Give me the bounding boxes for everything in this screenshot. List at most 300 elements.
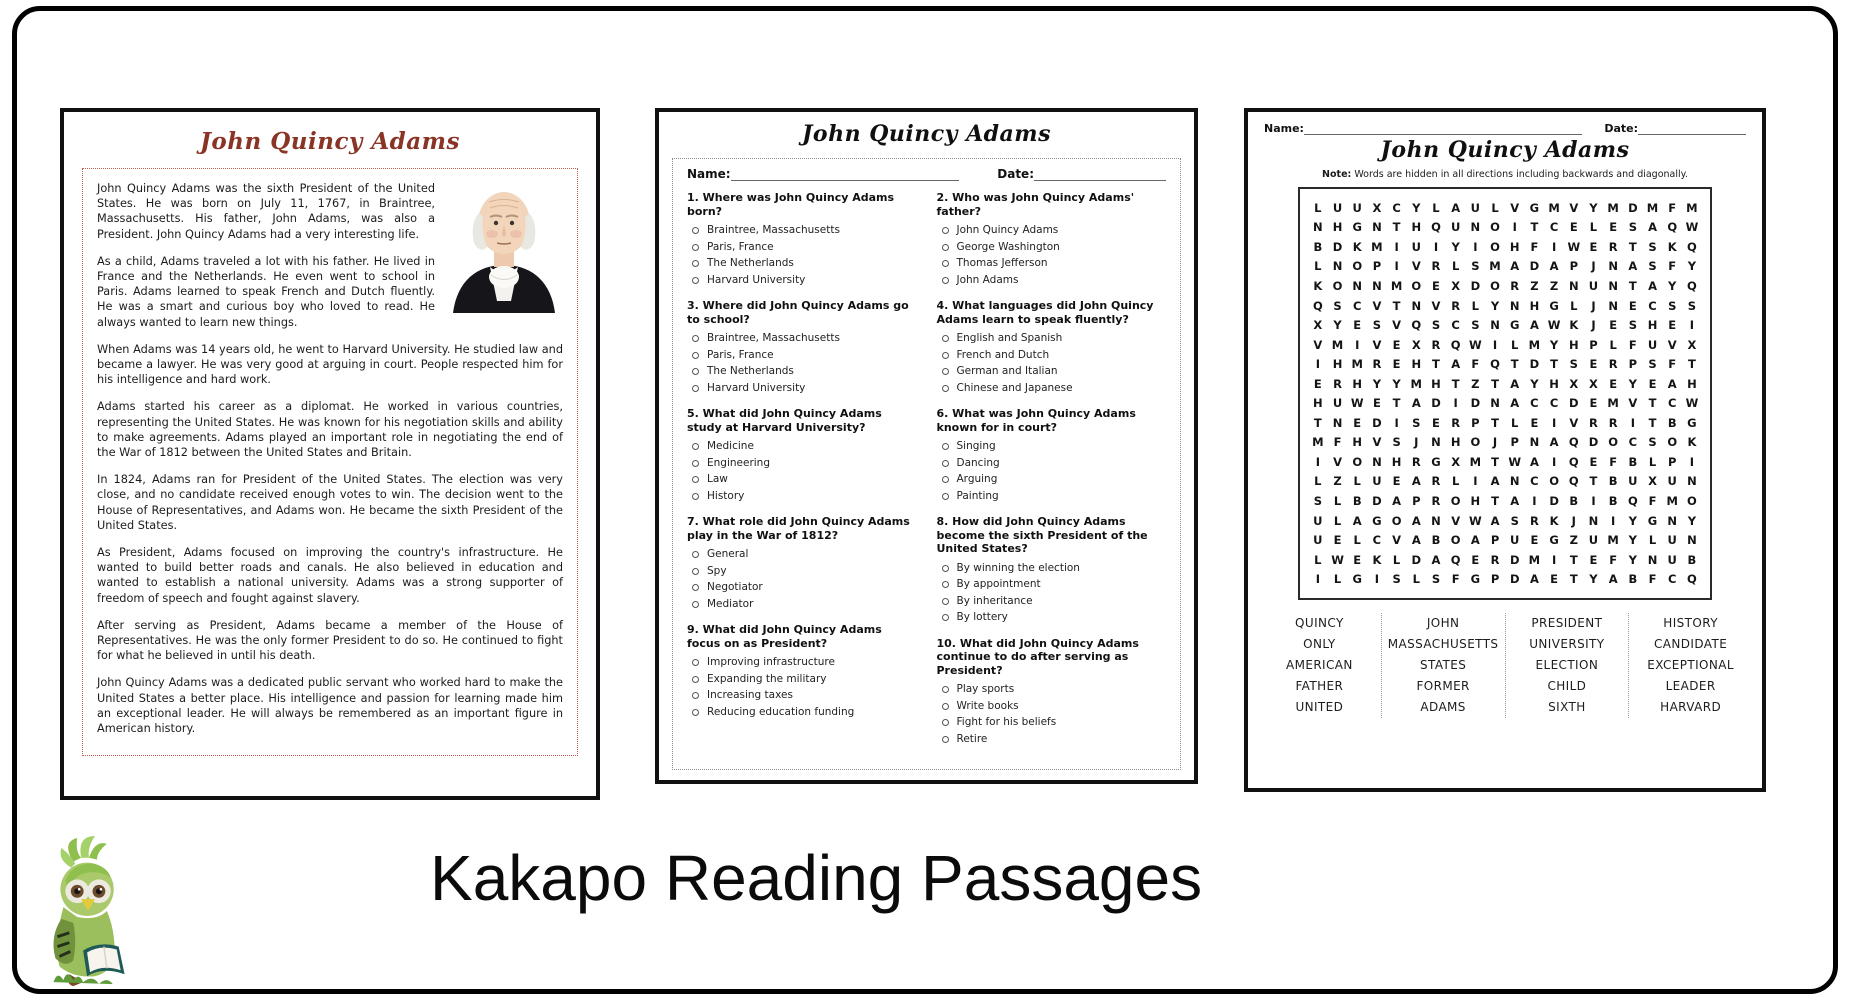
option-bullet-icon — [942, 598, 949, 605]
answer-option — [692, 491, 917, 503]
grid-letter: D — [1549, 493, 1559, 508]
grid-letter: G — [1509, 318, 1520, 333]
grid-letter: I — [1689, 318, 1695, 333]
grid-letter: Y — [1333, 318, 1342, 333]
grid-letter: L — [1314, 259, 1322, 274]
grid-letter: P — [1569, 259, 1578, 274]
grid-letter: M — [1548, 200, 1560, 215]
grid-letter: S — [1510, 513, 1519, 528]
grid-letter: D — [1411, 552, 1422, 567]
grid-letter: S — [1313, 493, 1322, 508]
grid-letter: T — [1550, 357, 1559, 372]
grid-letter: D — [1529, 357, 1540, 372]
grid-letter: S — [1471, 318, 1480, 333]
word-list — [1258, 613, 1752, 718]
grid-letter: C — [1530, 474, 1539, 489]
grid-letter: N — [1490, 396, 1500, 411]
grid-letter: H — [1509, 239, 1520, 254]
answer-option — [942, 242, 1167, 254]
answer-option — [692, 441, 917, 453]
answer-option — [692, 674, 917, 686]
date-field — [1604, 122, 1746, 135]
grid-letter: J — [1591, 298, 1596, 313]
grid-letter: L — [1333, 493, 1342, 508]
grid-letter: A — [1510, 396, 1520, 411]
grid-letter: I — [1374, 572, 1380, 587]
grid-letter: O — [1391, 513, 1402, 528]
grid-letter: U — [1667, 533, 1677, 548]
grid-letter: A — [1529, 454, 1539, 469]
answer-option — [692, 690, 917, 702]
grid-letter: C — [1372, 533, 1382, 548]
grid-letter: J — [1591, 318, 1596, 333]
grid-letter: M — [1666, 493, 1678, 508]
option-bullet-icon — [692, 676, 699, 683]
name-blank-line — [1304, 122, 1582, 135]
option-bullet-icon — [692, 335, 699, 342]
grid-letter: Q — [1687, 278, 1697, 293]
option-bullet-icon — [942, 443, 949, 450]
grid-letter: L — [1353, 533, 1361, 548]
grid-letter: Q — [1450, 552, 1461, 567]
answer-option — [692, 549, 917, 561]
grid-letter: Q — [1490, 357, 1500, 372]
grid-letter: R — [1333, 376, 1342, 391]
grid-letter: O — [1549, 474, 1559, 489]
grid-letter: U — [1332, 200, 1343, 215]
grid-letter: S — [1569, 357, 1578, 372]
option-bullet-icon — [692, 260, 699, 267]
grid-letter: N — [1687, 474, 1697, 489]
option-text: Singing — [956, 440, 996, 452]
grid-letter: S — [1372, 318, 1382, 333]
questions-page-title: John Quincy Adams — [802, 121, 1051, 147]
grid-letter: A — [1529, 572, 1539, 587]
grid-letter: A — [1431, 552, 1441, 567]
grid-letter: E — [1589, 239, 1598, 254]
grid-letter: I — [1591, 493, 1596, 508]
grid-letter: U — [1411, 239, 1421, 254]
grid-letter: V — [1392, 533, 1402, 548]
grid-letter: V — [1510, 200, 1520, 215]
grid-letter: D — [1332, 239, 1343, 254]
grid-letter: H — [1313, 396, 1323, 411]
option-text: Improving infrastructure — [707, 656, 835, 668]
answer-option — [942, 717, 1167, 729]
word-list-item: HARVARD — [1660, 699, 1722, 714]
name-label: Name: — [1264, 122, 1304, 135]
passage-paragraph: As President, Adams focused on improving the country's infrastructure. He wanted to build better roads and canals. He also believed in education and wanted to establish a national university. Adams was a strong supporter of freedom of speech and fought against slavery. — [97, 546, 563, 605]
grid-letter: P — [1490, 572, 1500, 587]
answer-option — [942, 441, 1167, 453]
grid-letter: B — [1667, 415, 1677, 430]
word-list-item: FATHER — [1295, 678, 1344, 693]
grid-letter: H — [1568, 337, 1579, 352]
grid-letter: R — [1431, 337, 1441, 352]
grid-letter: S — [1471, 259, 1480, 274]
grid-letter: B — [1608, 474, 1618, 489]
grid-letter: L — [1589, 220, 1598, 235]
grid-letter: C — [1549, 396, 1559, 411]
option-bullet-icon — [942, 493, 949, 500]
grid-letter: F — [1471, 357, 1480, 372]
grid-letter: I — [1473, 474, 1478, 489]
grid-letter: T — [1451, 376, 1460, 391]
grid-letter: Y — [1668, 278, 1677, 293]
question-block — [937, 637, 1167, 746]
grid-letter: F — [1648, 572, 1657, 587]
grid-letter: L — [1451, 259, 1460, 274]
grid-letter: I — [1630, 415, 1635, 430]
word-list-item: AMERICAN — [1285, 657, 1353, 672]
word-search-grid — [1308, 198, 1702, 589]
answer-option — [942, 333, 1167, 345]
grid-letter: H — [1332, 220, 1343, 235]
grid-letter: A — [1411, 396, 1421, 411]
option-text: English and Spanish — [956, 332, 1063, 344]
option-bullet-icon — [692, 551, 699, 558]
grid-letter: H — [1431, 376, 1441, 391]
grid-letter: I — [1355, 337, 1360, 352]
grid-letter: J — [1571, 513, 1576, 528]
option-bullet-icon — [692, 227, 699, 234]
reading-passage-page — [60, 108, 600, 800]
option-text: Painting — [956, 489, 999, 502]
grid-letter: S — [1648, 435, 1657, 450]
grid-letter: Y — [1490, 298, 1500, 313]
grid-letter: F — [1668, 259, 1677, 274]
grid-letter: N — [1352, 278, 1363, 293]
grid-letter: M — [1410, 376, 1422, 391]
option-text: Write books — [956, 699, 1019, 712]
option-text: The Netherlands — [707, 365, 794, 377]
grid-letter: O — [1352, 259, 1363, 274]
answer-option — [692, 350, 917, 362]
grid-letter: E — [1609, 376, 1618, 391]
grid-letter: V — [1372, 298, 1382, 313]
grid-letter: B — [1569, 493, 1579, 508]
option-bullet-icon — [942, 277, 949, 284]
grid-letter: L — [1314, 200, 1322, 215]
grid-letter: W — [1567, 239, 1581, 254]
grid-letter: T — [1648, 415, 1657, 430]
grid-letter: D — [1372, 493, 1382, 508]
grid-letter: N — [1411, 298, 1422, 313]
grid-letter: L — [1314, 552, 1322, 567]
grid-letter: B — [1687, 552, 1697, 567]
option-text: Thomas Jefferson — [956, 257, 1048, 269]
answer-option — [942, 383, 1167, 395]
grid-letter: Y — [1372, 376, 1382, 391]
grid-letter: O — [1490, 239, 1500, 254]
answer-option — [692, 566, 917, 578]
grid-letter: Y — [1628, 533, 1637, 548]
grid-letter: Y — [1687, 513, 1697, 528]
option-bullet-icon — [942, 385, 949, 392]
grid-letter: Q — [1568, 454, 1579, 469]
question-block — [687, 515, 917, 610]
grid-letter: N — [1667, 513, 1678, 528]
grid-letter: L — [1511, 415, 1519, 430]
grid-letter: E — [1353, 318, 1362, 333]
option-bullet-icon — [692, 692, 699, 699]
grid-letter: M — [1489, 259, 1501, 274]
grid-letter: L — [1648, 454, 1657, 469]
name-label: Name: — [687, 167, 731, 181]
grid-letter: Z — [1549, 278, 1559, 293]
question-text: 2. Who was John Quincy Adams' father? — [936, 191, 1135, 218]
word-search-page — [1244, 108, 1766, 792]
question-block — [937, 191, 1167, 286]
option-text: Paris, France — [707, 348, 774, 361]
grid-letter: K — [1549, 513, 1559, 528]
option-bullet-icon — [692, 584, 699, 591]
grid-letter: G — [1647, 513, 1658, 528]
grid-letter: F — [1530, 239, 1539, 254]
grid-letter: U — [1628, 474, 1638, 489]
grid-letter: A — [1510, 259, 1520, 274]
option-bullet-icon — [692, 709, 699, 716]
grid-letter: L — [1451, 474, 1460, 489]
option-text: Play sports — [956, 683, 1015, 695]
option-bullet-icon — [942, 227, 949, 234]
grid-letter: N — [1372, 454, 1382, 469]
option-bullet-icon — [692, 568, 699, 575]
grid-letter: U — [1352, 200, 1362, 215]
grid-letter: Z — [1569, 533, 1578, 548]
grid-letter: A — [1411, 533, 1421, 548]
grid-letter: H — [1352, 435, 1363, 450]
grid-letter: Q — [1312, 298, 1323, 313]
grid-letter: E — [1333, 533, 1342, 548]
grid-letter: T — [1313, 415, 1322, 430]
grid-letter: C — [1530, 396, 1539, 411]
grid-letter: H — [1529, 298, 1540, 313]
word-list-item: CANDIDATE — [1654, 636, 1728, 651]
option-text: Arguing — [956, 473, 998, 485]
grid-letter: X — [1687, 337, 1697, 352]
grid-letter: C — [1451, 318, 1460, 333]
grid-letter: E — [1609, 220, 1618, 235]
grid-letter: U — [1588, 278, 1599, 293]
grid-letter: N — [1588, 513, 1599, 528]
grid-letter: I — [1394, 239, 1399, 254]
question-text: 3. Where did John Quincy Adams go to school? — [687, 299, 909, 326]
option-text: Dancing — [956, 456, 1000, 469]
grid-letter: G — [1687, 415, 1697, 430]
grid-letter: W — [1331, 552, 1344, 567]
grid-letter: V — [1667, 337, 1677, 352]
grid-letter: S — [1392, 572, 1401, 587]
grid-letter: A — [1628, 259, 1638, 274]
grid-letter: L — [1511, 337, 1519, 352]
grid-letter: D — [1470, 278, 1481, 293]
grid-letter: A — [1510, 493, 1520, 508]
grid-letter: V — [1392, 318, 1402, 333]
option-bullet-icon — [692, 277, 699, 284]
word-list-item: ONLY — [1303, 636, 1336, 651]
option-bullet-icon — [942, 614, 949, 621]
option-text: The Netherlands — [707, 257, 794, 269]
grid-letter: P — [1668, 454, 1677, 469]
passage-paragraph: In 1824, Adams ran for President of the United States. The election was very close, and no candidate received enough votes to win. The decision went to the House of Representatives, and Adams won. He became the sixth President of the United States. — [97, 473, 563, 532]
grid-letter: H — [1411, 357, 1422, 372]
option-bullet-icon — [942, 703, 949, 710]
grid-letter: F — [1668, 200, 1677, 215]
option-text: Medicine — [707, 440, 754, 452]
grid-letter: W — [1685, 220, 1699, 235]
grid-letter: S — [1628, 318, 1637, 333]
grid-letter: A — [1392, 493, 1402, 508]
question-text: 5. What did John Quincy Adams study at Harvard University? — [687, 407, 882, 434]
grid-letter: O — [1490, 220, 1500, 235]
option-text: Mediator — [707, 597, 754, 610]
word-search-note — [1248, 169, 1762, 180]
grid-letter: S — [1412, 415, 1421, 430]
grid-letter: U — [1372, 474, 1382, 489]
grid-letter: C — [1352, 298, 1362, 313]
grid-letter: Z — [1530, 278, 1539, 293]
grid-letter: K — [1313, 278, 1323, 293]
option-text: Paris, France — [707, 240, 774, 253]
question-text: 9. What did John Quincy Adams focus on as President? — [687, 623, 882, 650]
grid-letter: D — [1509, 552, 1520, 567]
grid-letter: I — [1551, 454, 1557, 469]
grid-letter: Y — [1628, 376, 1637, 391]
question-text: 6. What was John Quincy Adams known for in court? — [936, 407, 1136, 434]
grid-letter: P — [1510, 435, 1519, 450]
grid-letter: O — [1490, 278, 1500, 293]
grid-letter: A — [1549, 435, 1559, 450]
answer-option — [942, 474, 1167, 486]
grid-letter: M — [1331, 337, 1344, 352]
passage-box — [82, 168, 578, 756]
word-list-item: HISTORY — [1663, 615, 1718, 630]
option-bullet-icon — [692, 352, 699, 359]
grid-letter: N — [1470, 220, 1481, 235]
grid-letter: I — [1689, 454, 1695, 469]
grid-letter: Y — [1628, 513, 1637, 528]
question-text: 10. What did John Quincy Adams continue to do after serving as President? — [936, 636, 1139, 677]
grid-letter: U — [1667, 552, 1677, 567]
john-quincy-adams-portrait — [445, 181, 563, 313]
option-bullet-icon — [942, 736, 949, 743]
grid-letter: X — [1451, 278, 1461, 293]
grid-letter: V — [1451, 513, 1461, 528]
option-text: George Washington — [956, 240, 1060, 253]
option-text: By inheritance — [956, 594, 1033, 607]
grid-letter: H — [1549, 376, 1559, 391]
question-text: 8. How did John Quincy Adams become the sixth President of the United States? — [936, 515, 1148, 555]
grid-letter: I — [1315, 572, 1320, 587]
grid-letter: W — [1350, 396, 1364, 411]
grid-letter: N — [1372, 220, 1382, 235]
answer-option — [692, 599, 917, 611]
grid-letter: H — [1687, 376, 1697, 391]
grid-letter: M — [1607, 533, 1619, 548]
grid-letter: O — [1470, 435, 1481, 450]
grid-letter: R — [1411, 454, 1421, 469]
grid-letter: T — [1392, 298, 1401, 313]
answer-option — [942, 258, 1167, 270]
grid-letter: O — [1687, 493, 1697, 508]
grid-letter: A — [1529, 318, 1539, 333]
answer-option — [692, 258, 917, 270]
grid-letter: R — [1608, 239, 1618, 254]
word-list-column — [1258, 613, 1381, 718]
grid-letter: N — [1509, 298, 1520, 313]
grid-letter: T — [1491, 454, 1499, 469]
kakapo-logo — [42, 834, 144, 992]
grid-letter: D — [1628, 200, 1638, 215]
grid-letter: A — [1648, 220, 1657, 235]
answer-option — [692, 707, 917, 719]
grid-letter: P — [1471, 415, 1480, 430]
grid-letter: X — [1589, 376, 1598, 391]
option-text: Braintree, Massachusetts — [707, 332, 840, 344]
grid-letter: E — [1550, 572, 1559, 587]
answer-option — [942, 684, 1167, 696]
grid-letter: N — [1608, 278, 1618, 293]
grid-letter: N — [1608, 259, 1618, 274]
grid-letter: V — [1628, 396, 1638, 411]
note-label: Note: — [1322, 169, 1352, 180]
grid-letter: Y — [1392, 376, 1401, 391]
grid-letter: G — [1372, 513, 1382, 528]
grid-letter: I — [1394, 415, 1399, 430]
grid-letter: Y — [1412, 200, 1421, 215]
option-bullet-icon — [942, 460, 949, 467]
grid-letter: S — [1431, 318, 1441, 333]
passage-paragraph: After serving as President, Adams became a member of the House of Representatives. He was the only former President to do so. He continued to fight for what he believed in until his death. — [97, 618, 563, 663]
option-bullet-icon — [942, 719, 949, 726]
grid-letter: Q — [1627, 493, 1638, 508]
grid-letter: U — [1450, 220, 1461, 235]
grid-letter: U — [1313, 533, 1323, 548]
grid-letter: Y — [1589, 572, 1598, 587]
grid-letter: E — [1392, 337, 1401, 352]
word-list-item: UNITED — [1295, 699, 1344, 714]
word-list-item: PRESIDENT — [1531, 615, 1603, 630]
grid-letter: N — [1431, 435, 1441, 450]
name-blank-line — [731, 168, 959, 181]
grid-letter: Q — [1687, 572, 1697, 587]
word-list-column — [1628, 613, 1752, 718]
word-list-item: LEADER — [1665, 678, 1716, 693]
grid-letter: E — [1372, 396, 1381, 411]
grid-letter: A — [1648, 278, 1657, 293]
grid-letter: A — [1411, 474, 1421, 489]
grid-letter: D — [1569, 396, 1579, 411]
grid-letter: T — [1628, 278, 1637, 293]
grid-letter: T — [1491, 493, 1499, 508]
grid-letter: Q — [1568, 435, 1579, 450]
grid-letter: J — [1414, 435, 1419, 450]
grid-letter: J — [1591, 259, 1596, 274]
grid-letter: H — [1352, 376, 1363, 391]
grid-letter: I — [1611, 513, 1616, 528]
option-text: Harvard University — [707, 273, 806, 286]
grid-letter: V — [1313, 337, 1323, 352]
grid-letter: H — [1647, 318, 1658, 333]
grid-letter: E — [1589, 552, 1598, 567]
option-text: By lottery — [956, 611, 1008, 623]
grid-letter: M — [1686, 200, 1698, 215]
date-label: Date: — [997, 167, 1034, 181]
option-bullet-icon — [692, 244, 699, 251]
grid-letter: I — [1512, 220, 1517, 235]
grid-letter: S — [1648, 259, 1657, 274]
